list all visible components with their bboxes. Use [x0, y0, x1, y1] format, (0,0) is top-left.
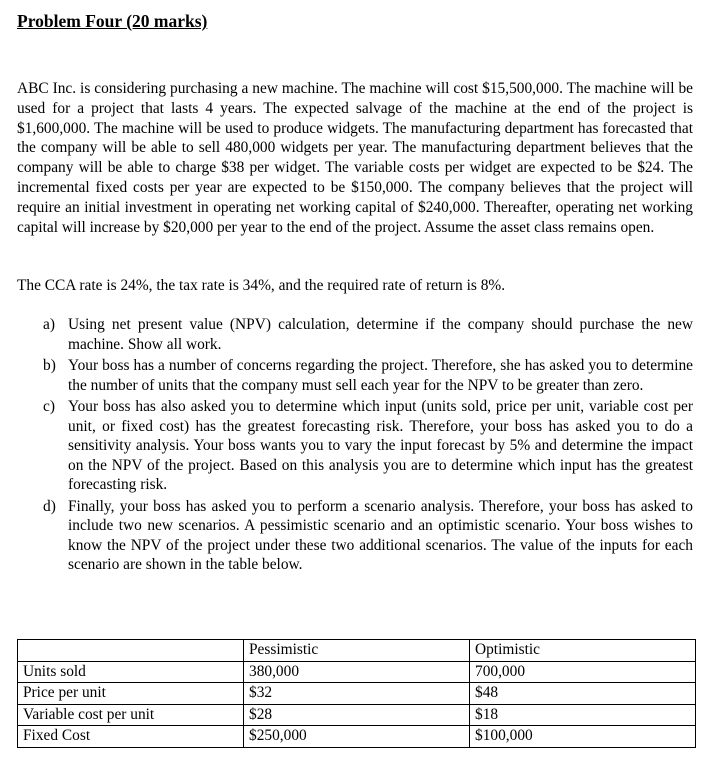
- question-item: [17, 315, 693, 354]
- question-item: [17, 356, 693, 395]
- table-cell: $100,000: [470, 726, 696, 748]
- question-marker: a): [43, 316, 55, 333]
- question-item: [17, 397, 693, 495]
- question-item: [17, 497, 693, 575]
- question-list: [17, 315, 693, 577]
- table-cell: $48: [470, 683, 696, 705]
- table-header-cell: Optimistic: [470, 640, 696, 662]
- question-marker: c): [43, 398, 55, 415]
- problem-intro: ABC Inc. is considering purchasing a new machine. The machine will cost $15,500,000. The machine will be used for a project that lasts 4 years. The expected salvage of the machine at the end of the project is $1,600,000. The machine will be used to produce widgets. The manufacturing department has forecasted that the company will be able to sell 480,000 widgets per year. The manufacturing department believes that the company will be able to charge $38 per widget. The variable costs per widget are expected to be $24. The incremental fixed costs per year are expected to be $150,000. The company believes that the project will require an initial investment in operating net working capital of $240,000. Thereafter, operating net working capital will increase by $20,000 per year to the end of the project. Assume the asset class remains open.: [17, 80, 693, 236]
- question-marker: b): [43, 357, 56, 374]
- table-header-row: [18, 640, 696, 662]
- table-cell: 380,000: [244, 661, 470, 683]
- table-cell: $250,000: [244, 726, 470, 748]
- question-text: Using net present value (NPV) calculation, determine if the company should purchase the new machine. Show all work.: [68, 316, 693, 353]
- table-cell: $28: [244, 704, 470, 726]
- table-cell: 700,000: [470, 661, 696, 683]
- table-row: [18, 726, 696, 748]
- table-cell: $32: [244, 683, 470, 705]
- table-cell: Variable cost per unit: [18, 704, 244, 726]
- table-cell: Units sold: [18, 661, 244, 683]
- rates-statement: The CCA rate is 24%, the tax rate is 34%, and the required rate of return is 8%.: [17, 277, 506, 294]
- table-row: [18, 661, 696, 683]
- question-text: Your boss has a number of concerns regarding the project. Therefore, she has asked you to determine the number of units that the company must sell each year for the NPV to be greater than zero.: [68, 357, 693, 394]
- scenario-table: [17, 639, 696, 748]
- table-header-cell: [18, 640, 244, 662]
- table-cell: $18: [470, 704, 696, 726]
- question-text: Your boss has also asked you to determine which input (units sold, price per unit, variable cost per unit, or fixed cost) has the greatest forecasting risk. Therefore, your boss has asked you to do a sensitivity analysis. Your boss wants you to vary the input forecast by 5% and determine the impact on the NPV of the project. Based on this analysis you are to determine which input has the greatest forecasting risk.: [68, 398, 693, 493]
- table-header-cell: Pessimistic: [244, 640, 470, 662]
- table-row: [18, 683, 696, 705]
- table-row: [18, 704, 696, 726]
- problem-title: Problem Four (20 marks): [17, 11, 208, 31]
- table-cell: Price per unit: [18, 683, 244, 705]
- question-marker: d): [43, 497, 56, 515]
- table-cell: Fixed Cost: [18, 726, 244, 748]
- question-text: Finally, your boss has asked you to perform a scenario analysis. Therefore, your boss has asked to include two new scenarios. A pessimistic scenario and an optimistic scenario. Your boss wishes to know the NPV of the project under these two additional scenarios. The value of the inputs for each scenario are shown in the table below.: [68, 497, 693, 573]
